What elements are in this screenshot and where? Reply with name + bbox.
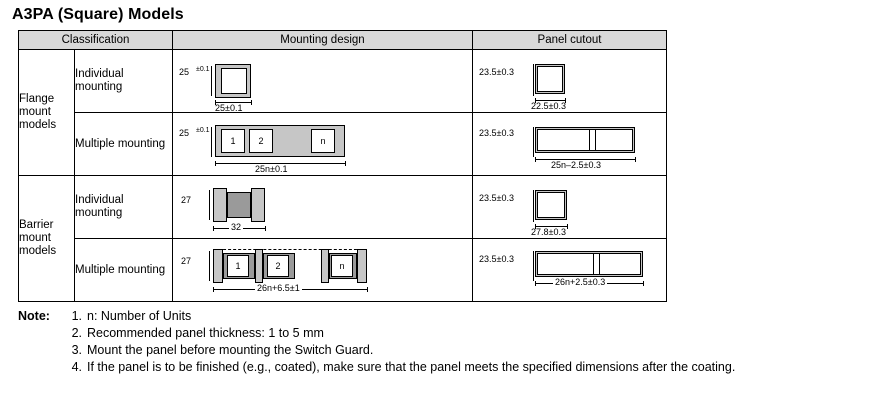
cutout-dim-height: 23.5±0.3 [479, 193, 514, 203]
table-header-row [19, 31, 667, 50]
group-label-barrier-mount: Barrier mount models [19, 176, 75, 302]
table-row [19, 50, 667, 113]
mounting-drawing-flange-multiple [173, 113, 473, 176]
notes-block [18, 308, 873, 376]
column-header-panel-cutout: Panel cutout [473, 31, 667, 50]
note-number: 2. [71, 326, 82, 340]
page-title: A3PA (Square) Models [12, 6, 184, 23]
dim-width: 25±0.1 [215, 103, 243, 113]
dim-height-value: 25 [179, 128, 190, 138]
unit-box: 2 [249, 129, 273, 153]
dim-height-tolerance: ±0.1 [196, 66, 210, 73]
unit-box: 1 [227, 255, 249, 277]
dim-height: 27 [181, 195, 192, 205]
device-barrier-left [213, 188, 227, 222]
cutout-hole [537, 192, 565, 218]
mounting-drawing-barrier-individual [173, 176, 473, 239]
unit-box: 2 [267, 255, 289, 277]
notes-label: Note: [18, 309, 50, 323]
note-text: Recommended panel thickness: 1 to 5 mm [87, 326, 324, 340]
type-label-multiple-mounting: Multiple mounting [75, 239, 173, 302]
device-body [227, 192, 251, 218]
table-row [19, 176, 667, 239]
cutout-dim-height: 23.5±0.3 [479, 254, 514, 264]
cutout-strip-hole [537, 129, 633, 151]
dim-height: 27 [181, 256, 192, 266]
barrier-divider [321, 249, 329, 283]
note-number: 4. [71, 360, 82, 374]
specification-table [18, 30, 667, 302]
barrier-end-right [357, 249, 367, 283]
table-row [19, 239, 667, 302]
cutout-dim-height: 23.5±0.3 [479, 128, 514, 138]
cutout-hole [537, 66, 563, 92]
note-text: n: Number of Units [87, 309, 192, 323]
cutout-dim-height: 23.5±0.3 [479, 67, 514, 77]
note-text: If the panel is to be finished (e.g., coated), make sure that the panel meets the specified dimensions after the coating. [87, 360, 736, 374]
unit-box: 1 [221, 129, 245, 153]
cutout-dim-width: 25n–2.5±0.3 [551, 160, 601, 170]
table-row [19, 113, 667, 176]
barrier-end-left [213, 249, 223, 283]
note-number: 1. [71, 309, 82, 323]
dim-height-tolerance: ±0.1 [196, 127, 210, 134]
cutout-dim-width: 22.5±0.3 [531, 101, 566, 111]
column-header-mounting-design: Mounting design [173, 31, 473, 50]
note-text: Mount the panel before mounting the Switch Guard. [87, 343, 374, 357]
note-number: 3. [71, 343, 82, 357]
note-item [18, 342, 873, 359]
cutout-drawing-barrier-individual [473, 176, 667, 239]
dim-width: 26n+6.5±1 [257, 283, 300, 293]
note-item [18, 325, 873, 342]
dim-height-value: 25 [179, 67, 190, 77]
dim-width: 25n±0.1 [255, 164, 288, 174]
type-label-individual-mounting: Individual mounting [75, 50, 173, 113]
dim-width: 32 [231, 222, 242, 232]
column-header-classification: Classification [19, 31, 173, 50]
unit-box: n [311, 129, 335, 153]
mounting-drawing-flange-individual [173, 50, 473, 113]
mounting-drawing-barrier-multiple [173, 239, 473, 302]
device-barrier-right [251, 188, 265, 222]
cutout-drawing-flange-multiple [473, 113, 667, 176]
cutout-drawing-barrier-multiple [473, 239, 667, 302]
cutout-drawing-flange-individual [473, 50, 667, 113]
cutout-strip-hole [537, 253, 641, 275]
group-label-flange-mount: Flange mount models [19, 50, 75, 176]
cutout-dim-width: 26n+2.5±0.3 [555, 277, 606, 287]
note-item [18, 359, 873, 376]
note-item [18, 308, 873, 325]
device-inner-square [221, 68, 247, 94]
type-label-individual-mounting: Individual mounting [75, 176, 173, 239]
type-label-multiple-mounting: Multiple mounting [75, 113, 173, 176]
cutout-dim-width: 27.8±0.3 [531, 227, 566, 237]
unit-box: n [331, 255, 353, 277]
barrier-divider [255, 249, 263, 283]
